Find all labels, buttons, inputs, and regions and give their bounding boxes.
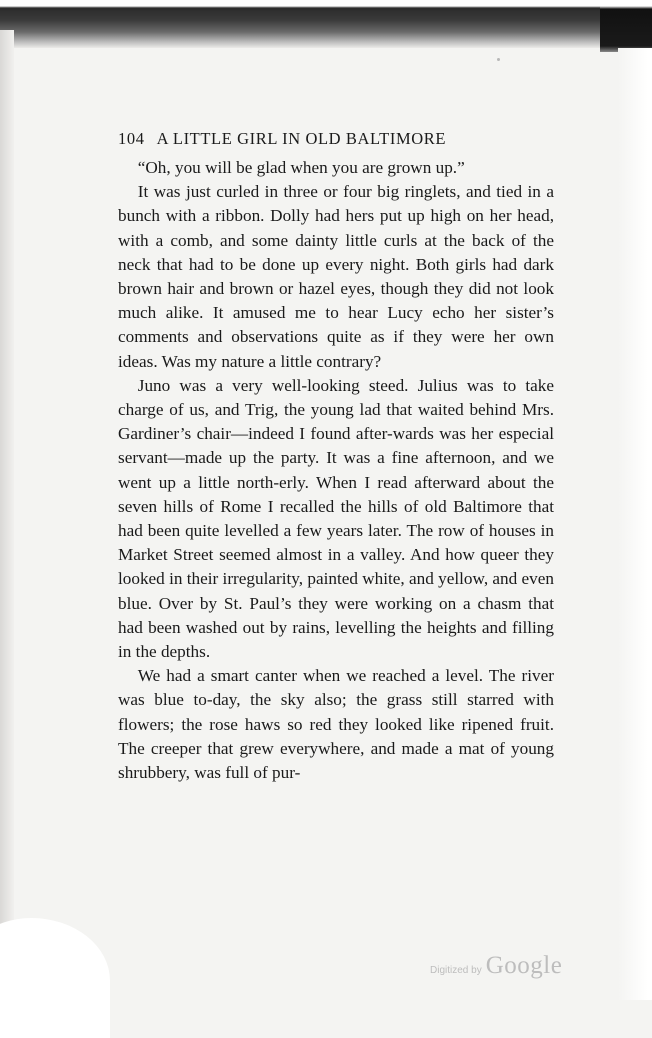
google-logo: Google: [485, 952, 563, 979]
paragraph: It was just curled in three or four big ringlets, and tied in a bunch with a ribbon. Dolly had hers put up high on her head, with a comb, and some dainty little curls at the back of the neck that had to be done up every night. Both girls had dark brown hair and brown or hazel eyes, though they did not look much alike. It amused me to hear Lucy echo her sister’s comments and observations quite as if they were her own ideas. Was my nature a little contrary?: [118, 182, 554, 371]
scan-margin-right: [618, 48, 652, 1000]
scan-shadow-left: [0, 30, 14, 1000]
body-text: [118, 156, 554, 785]
scan-shadow-top: [0, 0, 652, 48]
paragraph: We had a smart canter when we reached a level. The river was blue to-day, the sky also; the grass still starred with flowers; the rose haws so red they looked like ripened fruit. The creeper that grew everywhere, and made a mat of young shrubbery, was full of pur-: [118, 666, 554, 783]
paragraph: Juno was a very well-looking steed. Julius was to take charge of us, and Trig, the young lad that waited behind Mrs. Gardiner’s chair—indeed I found after-wards was her especial servant—made up the party. It was a fine afternoon, and we went up a little north-erly. When I read afterward about the seven hills of Rome I recalled the hills of old Baltimore that had been quite levelled a few years later. The row of houses in Market Street seemed almost in a valley. And how queer they looked in their irregularity, painted white, and yellow, and even blue. Over by St. Paul’s they were working on a chasm that had been washed out by rains, levelling the heights and filling in the depths.: [118, 375, 554, 662]
digitized-watermark: [430, 952, 562, 980]
running-title: A LITTLE GIRL IN OLD BALTIMORE: [156, 129, 447, 148]
scan-shadow-corner: [600, 0, 652, 52]
scanner-thumb-shadow: [0, 918, 110, 1038]
paragraph: “Oh, you will be glad when you are grown up.”: [137, 158, 465, 177]
book-page: [118, 126, 554, 785]
running-header: [118, 126, 554, 152]
scan-speck: [497, 58, 500, 61]
watermark-prefix: Digitized by: [430, 965, 482, 976]
page-number: 104: [118, 129, 145, 148]
